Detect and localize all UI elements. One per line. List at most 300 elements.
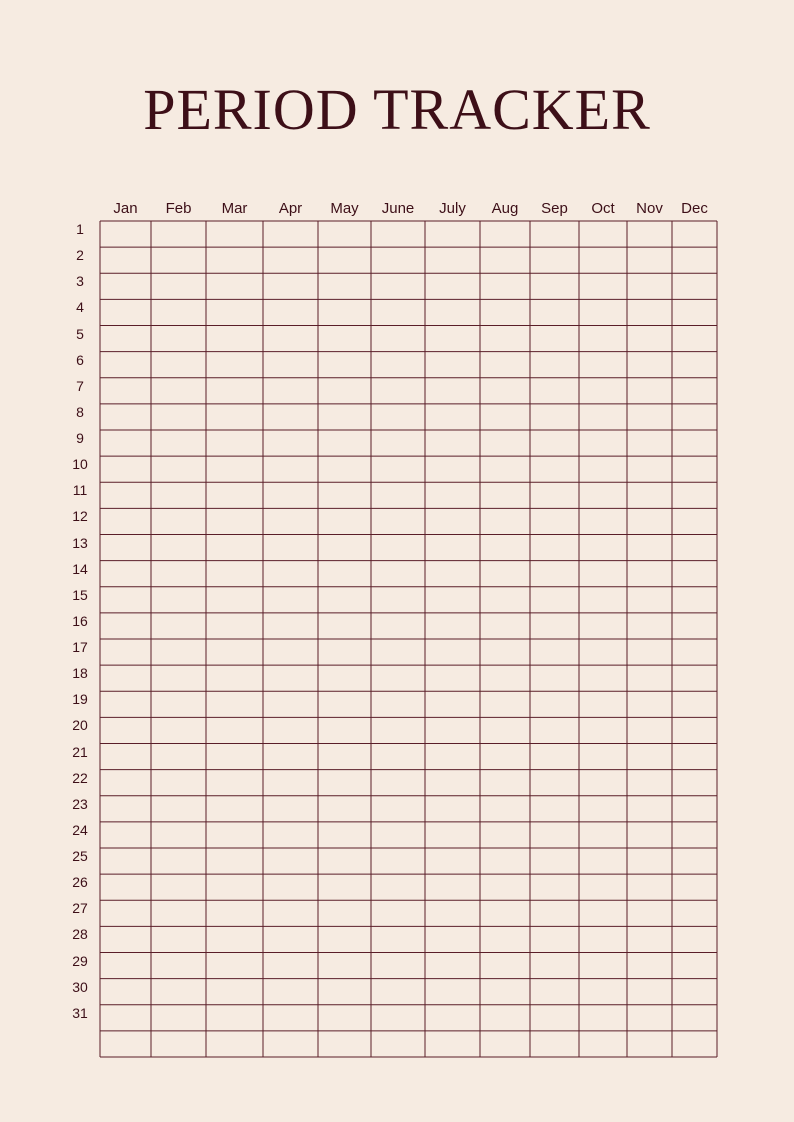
tracker-cell[interactable] [152,352,206,377]
tracker-cell[interactable] [264,640,318,665]
tracker-cell[interactable] [101,352,151,377]
tracker-cell[interactable] [207,953,263,978]
tracker-cell[interactable] [481,927,530,952]
tracker-cell[interactable] [580,666,627,691]
tracker-cell[interactable] [152,640,206,665]
tracker-cell[interactable] [372,535,425,560]
tracker-cell[interactable] [426,640,480,665]
tracker-cell[interactable] [628,431,672,456]
tracker-cell[interactable] [580,692,627,717]
tracker-cell[interactable] [101,509,151,534]
tracker-cell[interactable] [481,979,530,1004]
tracker-cell[interactable] [481,378,530,403]
tracker-cell[interactable] [101,849,151,874]
tracker-cell[interactable] [628,378,672,403]
tracker-cell[interactable] [372,404,425,429]
tracker-cell[interactable] [101,326,151,351]
tracker-cell[interactable] [319,404,371,429]
tracker-cell[interactable] [207,431,263,456]
tracker-cell[interactable] [372,692,425,717]
tracker-cell[interactable] [207,822,263,847]
tracker-cell[interactable] [628,561,672,586]
tracker-cell[interactable] [264,431,318,456]
tracker-cell[interactable] [426,718,480,743]
tracker-cell[interactable] [481,535,530,560]
tracker-cell[interactable] [481,613,530,638]
tracker-cell[interactable] [372,927,425,952]
tracker-cell[interactable] [580,248,627,273]
tracker-cell[interactable] [531,587,579,612]
tracker-cell[interactable] [264,222,318,247]
tracker-cell[interactable] [264,274,318,299]
tracker-cell[interactable] [531,927,579,952]
tracker-cell[interactable] [531,770,579,795]
tracker-cell[interactable] [372,822,425,847]
tracker-cell[interactable] [426,404,480,429]
tracker-cell[interactable] [319,692,371,717]
tracker-cell[interactable] [531,352,579,377]
tracker-cell[interactable] [426,901,480,926]
tracker-cell[interactable] [426,666,480,691]
tracker-cell[interactable] [152,431,206,456]
tracker-cell[interactable] [673,875,717,900]
tracker-cell[interactable] [264,666,318,691]
tracker-cell[interactable] [207,770,263,795]
tracker-cell[interactable] [481,692,530,717]
tracker-cell[interactable] [207,274,263,299]
tracker-cell[interactable] [481,509,530,534]
tracker-cell[interactable] [673,457,717,482]
tracker-cell[interactable] [101,718,151,743]
tracker-cell[interactable] [319,561,371,586]
tracker-cell[interactable] [101,822,151,847]
tracker-cell[interactable] [372,222,425,247]
tracker-cell[interactable] [101,770,151,795]
tracker-cell[interactable] [628,718,672,743]
tracker-cell[interactable] [673,640,717,665]
tracker-cell[interactable] [426,457,480,482]
tracker-cell[interactable] [673,483,717,508]
tracker-cell[interactable] [264,404,318,429]
tracker-cell[interactable] [628,770,672,795]
tracker-cell[interactable] [101,248,151,273]
tracker-cell[interactable] [481,796,530,821]
tracker-cell[interactable] [580,457,627,482]
tracker-cell[interactable] [207,744,263,769]
tracker-cell[interactable] [531,222,579,247]
tracker-cell[interactable] [481,770,530,795]
tracker-cell[interactable] [580,404,627,429]
tracker-cell[interactable] [580,352,627,377]
tracker-cell[interactable] [264,613,318,638]
tracker-cell[interactable] [531,300,579,325]
tracker-cell[interactable] [207,483,263,508]
tracker-cell[interactable] [264,326,318,351]
tracker-cell[interactable] [580,378,627,403]
tracker-cell[interactable] [481,404,530,429]
tracker-cell[interactable] [372,1005,425,1030]
tracker-cell[interactable] [628,849,672,874]
tracker-cell[interactable] [426,378,480,403]
tracker-cell[interactable] [580,822,627,847]
tracker-cell[interactable] [372,431,425,456]
tracker-cell[interactable] [673,1005,717,1030]
tracker-cell[interactable] [531,822,579,847]
tracker-cell[interactable] [481,431,530,456]
tracker-cell[interactable] [531,953,579,978]
tracker-cell[interactable] [580,718,627,743]
tracker-cell[interactable] [264,352,318,377]
tracker-cell[interactable] [372,509,425,534]
tracker-cell[interactable] [372,248,425,273]
tracker-cell[interactable] [628,979,672,1004]
tracker-cell[interactable] [580,274,627,299]
tracker-cell[interactable] [426,587,480,612]
tracker-cell[interactable] [319,770,371,795]
tracker-cell[interactable] [531,979,579,1004]
tracker-cell[interactable] [207,587,263,612]
tracker-cell[interactable] [319,927,371,952]
tracker-cell[interactable] [628,509,672,534]
tracker-cell[interactable] [319,378,371,403]
tracker-cell[interactable] [207,692,263,717]
tracker-cell[interactable] [319,875,371,900]
tracker-cell[interactable] [264,875,318,900]
tracker-cell[interactable] [207,222,263,247]
tracker-cell[interactable] [101,979,151,1004]
tracker-cell[interactable] [264,457,318,482]
tracker-cell[interactable] [426,300,480,325]
tracker-cell[interactable] [264,744,318,769]
tracker-cell[interactable] [426,509,480,534]
tracker-cell[interactable] [481,248,530,273]
tracker-cell[interactable] [372,901,425,926]
tracker-cell[interactable] [628,457,672,482]
tracker-cell[interactable] [426,796,480,821]
tracker-cell[interactable] [319,953,371,978]
tracker-cell[interactable] [101,613,151,638]
tracker-cell[interactable] [481,953,530,978]
tracker-cell[interactable] [628,875,672,900]
tracker-cell[interactable] [372,718,425,743]
tracker-cell[interactable] [152,483,206,508]
tracker-cell[interactable] [628,744,672,769]
tracker-cell[interactable] [264,561,318,586]
tracker-cell[interactable] [319,248,371,273]
tracker-cell[interactable] [580,587,627,612]
tracker-cell[interactable] [319,587,371,612]
tracker-cell[interactable] [673,613,717,638]
tracker-cell[interactable] [319,1005,371,1030]
tracker-cell[interactable] [426,1005,480,1030]
tracker-cell[interactable] [481,274,530,299]
tracker-cell[interactable] [372,849,425,874]
tracker-cell[interactable] [673,352,717,377]
tracker-cell[interactable] [673,248,717,273]
tracker-cell[interactable] [481,326,530,351]
tracker-cell[interactable] [481,300,530,325]
tracker-cell[interactable] [372,300,425,325]
tracker-cell[interactable] [426,535,480,560]
tracker-cell[interactable] [207,457,263,482]
tracker-cell[interactable] [319,640,371,665]
tracker-cell[interactable] [264,849,318,874]
tracker-cell[interactable] [673,404,717,429]
tracker-cell[interactable] [426,875,480,900]
tracker-cell[interactable] [628,404,672,429]
tracker-cell[interactable] [372,483,425,508]
tracker-cell[interactable] [207,1005,263,1030]
tracker-cell[interactable] [628,613,672,638]
tracker-cell[interactable] [207,378,263,403]
tracker-cell[interactable] [101,431,151,456]
tracker-cell[interactable] [580,770,627,795]
tracker-cell[interactable] [319,796,371,821]
tracker-cell[interactable] [319,901,371,926]
tracker-cell[interactable] [152,248,206,273]
tracker-cell[interactable] [319,222,371,247]
tracker-cell[interactable] [426,770,480,795]
tracker-cell[interactable] [319,535,371,560]
tracker-cell[interactable] [101,378,151,403]
tracker-cell[interactable] [673,274,717,299]
tracker-cell[interactable] [426,927,480,952]
tracker-cell[interactable] [152,718,206,743]
tracker-cell[interactable] [207,979,263,1004]
tracker-cell[interactable] [531,248,579,273]
tracker-cell[interactable] [319,509,371,534]
tracker-cell[interactable] [673,770,717,795]
tracker-cell[interactable] [207,326,263,351]
tracker-cell[interactable] [207,561,263,586]
tracker-cell[interactable] [101,483,151,508]
tracker-cell[interactable] [101,300,151,325]
tracker-cell[interactable] [426,822,480,847]
tracker-cell[interactable] [531,274,579,299]
tracker-cell[interactable] [531,666,579,691]
tracker-cell[interactable] [207,535,263,560]
tracker-cell[interactable] [481,483,530,508]
tracker-cell[interactable] [101,875,151,900]
tracker-cell[interactable] [481,744,530,769]
tracker-cell[interactable] [101,927,151,952]
tracker-cell[interactable] [580,796,627,821]
tracker-cell[interactable] [207,300,263,325]
tracker-cell[interactable] [673,300,717,325]
tracker-cell[interactable] [628,326,672,351]
tracker-cell[interactable] [628,927,672,952]
tracker-cell[interactable] [264,692,318,717]
tracker-cell[interactable] [628,901,672,926]
tracker-cell[interactable] [531,613,579,638]
tracker-cell[interactable] [372,561,425,586]
tracker-cell[interactable] [628,248,672,273]
tracker-cell[interactable] [372,770,425,795]
tracker-cell[interactable] [426,248,480,273]
tracker-cell[interactable] [531,483,579,508]
tracker-cell[interactable] [628,483,672,508]
tracker-cell[interactable] [207,509,263,534]
tracker-cell[interactable] [152,587,206,612]
tracker-cell[interactable] [264,718,318,743]
tracker-cell[interactable] [580,927,627,952]
tracker-cell[interactable] [372,979,425,1004]
tracker-cell[interactable] [101,1005,151,1030]
tracker-cell[interactable] [628,953,672,978]
tracker-cell[interactable] [207,613,263,638]
tracker-cell[interactable] [207,248,263,273]
tracker-cell[interactable] [264,248,318,273]
tracker-cell[interactable] [628,796,672,821]
tracker-cell[interactable] [628,222,672,247]
tracker-cell[interactable] [580,561,627,586]
tracker-cell[interactable] [264,901,318,926]
tracker-cell[interactable] [319,849,371,874]
tracker-cell[interactable] [101,535,151,560]
tracker-cell[interactable] [481,901,530,926]
tracker-cell[interactable] [152,509,206,534]
tracker-cell[interactable] [481,666,530,691]
tracker-cell[interactable] [319,666,371,691]
tracker-cell[interactable] [580,849,627,874]
tracker-cell[interactable] [101,640,151,665]
tracker-cell[interactable] [673,326,717,351]
tracker-cell[interactable] [426,849,480,874]
tracker-cell[interactable] [319,326,371,351]
tracker-cell[interactable] [101,901,151,926]
tracker-cell[interactable] [580,1005,627,1030]
tracker-cell[interactable] [207,901,263,926]
tracker-cell[interactable] [101,666,151,691]
tracker-cell[interactable] [152,378,206,403]
tracker-cell[interactable] [319,457,371,482]
tracker-cell[interactable] [264,979,318,1004]
tracker-cell[interactable] [531,1005,579,1030]
tracker-cell[interactable] [673,744,717,769]
tracker-cell[interactable] [207,404,263,429]
tracker-cell[interactable] [531,901,579,926]
tracker-cell[interactable] [264,953,318,978]
tracker-cell[interactable] [531,796,579,821]
tracker-cell[interactable] [628,666,672,691]
tracker-cell[interactable] [372,457,425,482]
tracker-cell[interactable] [673,222,717,247]
tracker-cell[interactable] [264,770,318,795]
tracker-cell[interactable] [580,875,627,900]
tracker-cell[interactable] [372,587,425,612]
tracker-cell[interactable] [372,352,425,377]
tracker-cell[interactable] [426,613,480,638]
tracker-cell[interactable] [426,979,480,1004]
tracker-cell[interactable] [481,561,530,586]
tracker-cell[interactable] [264,1005,318,1030]
tracker-cell[interactable] [673,796,717,821]
tracker-cell[interactable] [481,849,530,874]
tracker-cell[interactable] [207,666,263,691]
tracker-cell[interactable] [101,692,151,717]
tracker-cell[interactable] [264,483,318,508]
tracker-cell[interactable] [628,587,672,612]
tracker-cell[interactable] [372,613,425,638]
tracker-cell[interactable] [531,849,579,874]
tracker-cell[interactable] [628,274,672,299]
tracker-cell[interactable] [673,666,717,691]
tracker-cell[interactable] [580,901,627,926]
tracker-cell[interactable] [152,849,206,874]
tracker-cell[interactable] [426,953,480,978]
tracker-cell[interactable] [152,613,206,638]
tracker-cell[interactable] [152,927,206,952]
tracker-cell[interactable] [101,457,151,482]
tracker-cell[interactable] [531,535,579,560]
tracker-cell[interactable] [101,404,151,429]
tracker-cell[interactable] [207,640,263,665]
tracker-cell[interactable] [673,509,717,534]
tracker-cell[interactable] [531,404,579,429]
tracker-cell[interactable] [207,718,263,743]
tracker-cell[interactable] [319,300,371,325]
tracker-cell[interactable] [481,1005,530,1030]
tracker-cell[interactable] [152,770,206,795]
tracker-cell[interactable] [152,561,206,586]
tracker-cell[interactable] [580,431,627,456]
tracker-cell[interactable] [152,300,206,325]
tracker-cell[interactable] [426,483,480,508]
tracker-cell[interactable] [152,875,206,900]
tracker-cell[interactable] [152,404,206,429]
tracker-cell[interactable] [152,822,206,847]
tracker-cell[interactable] [426,692,480,717]
tracker-cell[interactable] [152,953,206,978]
tracker-cell[interactable] [264,535,318,560]
tracker-cell[interactable] [426,274,480,299]
tracker-cell[interactable] [531,561,579,586]
tracker-cell[interactable] [101,274,151,299]
tracker-cell[interactable] [628,535,672,560]
tracker-cell[interactable] [426,222,480,247]
tracker-cell[interactable] [531,378,579,403]
tracker-cell[interactable] [580,222,627,247]
tracker-cell[interactable] [673,378,717,403]
tracker-cell[interactable] [207,875,263,900]
tracker-cell[interactable] [628,822,672,847]
tracker-cell[interactable] [673,927,717,952]
tracker-cell[interactable] [426,352,480,377]
tracker-cell[interactable] [481,457,530,482]
tracker-cell[interactable] [628,692,672,717]
tracker-cell[interactable] [673,953,717,978]
tracker-cell[interactable] [319,613,371,638]
tracker-cell[interactable] [580,744,627,769]
tracker-cell[interactable] [264,300,318,325]
tracker-cell[interactable] [481,222,530,247]
tracker-cell[interactable] [152,666,206,691]
tracker-cell[interactable] [319,822,371,847]
tracker-cell[interactable] [372,274,425,299]
tracker-cell[interactable] [673,979,717,1004]
tracker-cell[interactable] [372,875,425,900]
tracker-cell[interactable] [673,849,717,874]
tracker-cell[interactable] [207,927,263,952]
tracker-cell[interactable] [319,431,371,456]
tracker-cell[interactable] [372,953,425,978]
tracker-cell[interactable] [319,274,371,299]
tracker-cell[interactable] [264,587,318,612]
tracker-cell[interactable] [481,822,530,847]
tracker-cell[interactable] [207,796,263,821]
tracker-cell[interactable] [319,718,371,743]
tracker-cell[interactable] [264,822,318,847]
